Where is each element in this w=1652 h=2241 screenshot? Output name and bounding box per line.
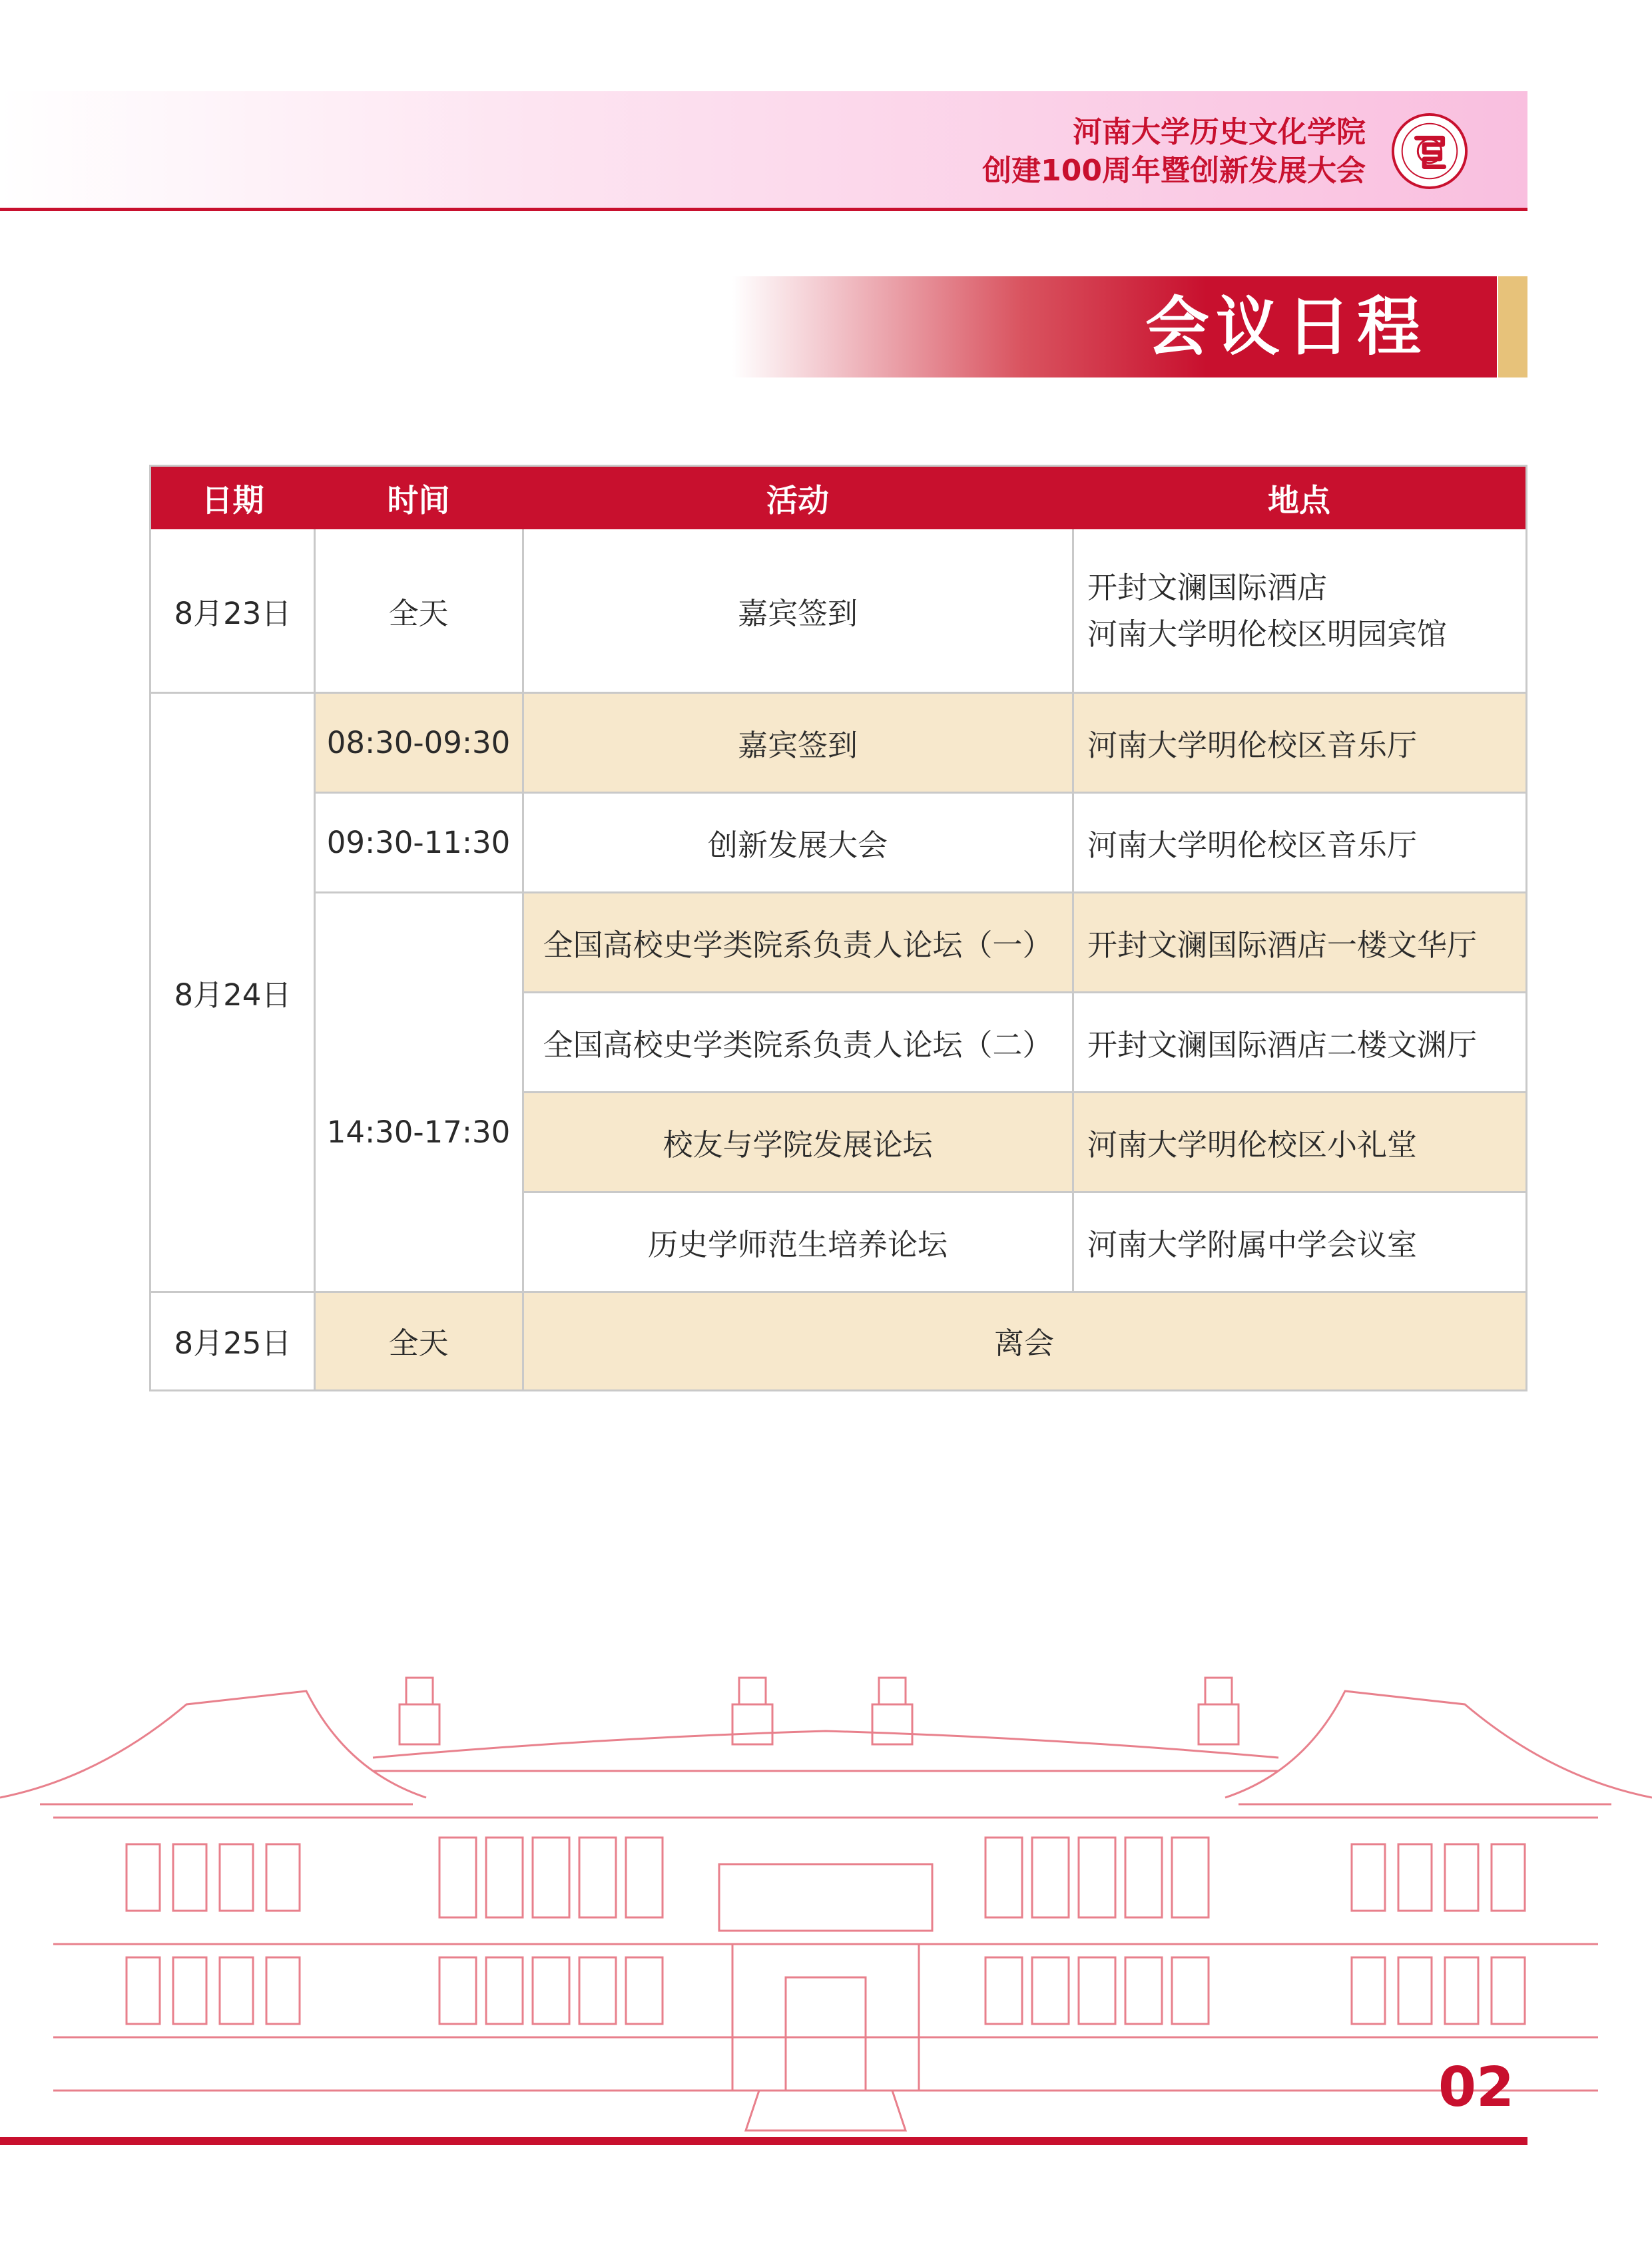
- table-cell-time: 09:30-11:30: [326, 824, 511, 860]
- header-title-line2: 创建100周年暨创新发展大会: [982, 154, 1366, 188]
- footer-divider: [0, 2137, 1527, 2145]
- page-title: 会议日程: [1145, 290, 1428, 364]
- table-cell-activity: 校友与学院发展论坛: [523, 1092, 1073, 1192]
- header-location: 地点: [1073, 467, 1525, 529]
- table-cell-date: 8月23日: [174, 596, 292, 631]
- table-cell-location: 开封文澜国际酒店二楼文渊厅: [1087, 1027, 1478, 1063]
- table-cell-activity: 创新发展大会: [707, 827, 888, 863]
- table-cell-date: 8月24日: [174, 977, 292, 1013]
- table-cell-time: 全天: [388, 596, 449, 631]
- table-cell-activity: 离会: [523, 1292, 1525, 1389]
- grid-line: [523, 1191, 1525, 1193]
- table-cell-location: [1073, 529, 1525, 692]
- title-accent-bar: [1498, 276, 1527, 377]
- table-cell-time: 全天: [314, 1292, 523, 1389]
- grid-line: [314, 792, 1525, 794]
- table-cell-location: 河南大学明伦校区小礼堂: [1073, 1092, 1525, 1192]
- table-cell-date: 8月25日: [174, 1326, 292, 1361]
- table-cell-activity: 嘉宾签到: [523, 692, 1073, 792]
- grid-line: [522, 529, 524, 1389]
- grid-line: [151, 692, 1525, 694]
- header-title-line1: 河南大学历史文化学院: [1073, 115, 1366, 149]
- grid-line: [314, 891, 1525, 893]
- grid-line: [314, 529, 316, 1389]
- table-cell-time: 14:30-17:30: [326, 1114, 511, 1150]
- grid-line: [1072, 529, 1074, 1292]
- table-cell-activity: 嘉宾签到: [737, 596, 858, 631]
- grid-line: [151, 1291, 1525, 1293]
- table-cell-activity: 全国高校史学类院系负责人论坛（一）: [523, 892, 1073, 992]
- table-cell-activity: 全国高校史学类院系负责人论坛（二）: [543, 1027, 1053, 1063]
- table-cell-location: 河南大学附属中学会议室: [1087, 1226, 1418, 1262]
- table-cell-time: 08:30-09:30: [314, 692, 523, 792]
- grid-line: [523, 991, 1525, 993]
- table-cell-location: 河南大学明伦校区音乐厅: [1087, 827, 1418, 863]
- header-divider: [0, 208, 1527, 211]
- location-line: 开封文澜国际酒店: [1087, 569, 1328, 605]
- university-building-icon: [0, 1664, 1652, 2144]
- table-cell-activity: 历史学师范生培养论坛: [647, 1226, 948, 1262]
- header-title: [982, 113, 1366, 190]
- table-cell-location: 开封文澜国际酒店一楼文华厅: [1073, 892, 1525, 992]
- schedule-table: [149, 465, 1527, 1391]
- location-line: 河南大学明伦校区明园宾馆: [1087, 616, 1448, 652]
- page-number: 02: [1438, 2056, 1515, 2119]
- grid-line: [523, 1091, 1525, 1093]
- university-seal-icon: [1390, 112, 1469, 190]
- header-date: 日期: [151, 467, 314, 529]
- table-cell-location: 河南大学明伦校区音乐厅: [1073, 692, 1525, 792]
- header-time: 时间: [314, 467, 523, 529]
- header-activity: 活动: [523, 467, 1073, 529]
